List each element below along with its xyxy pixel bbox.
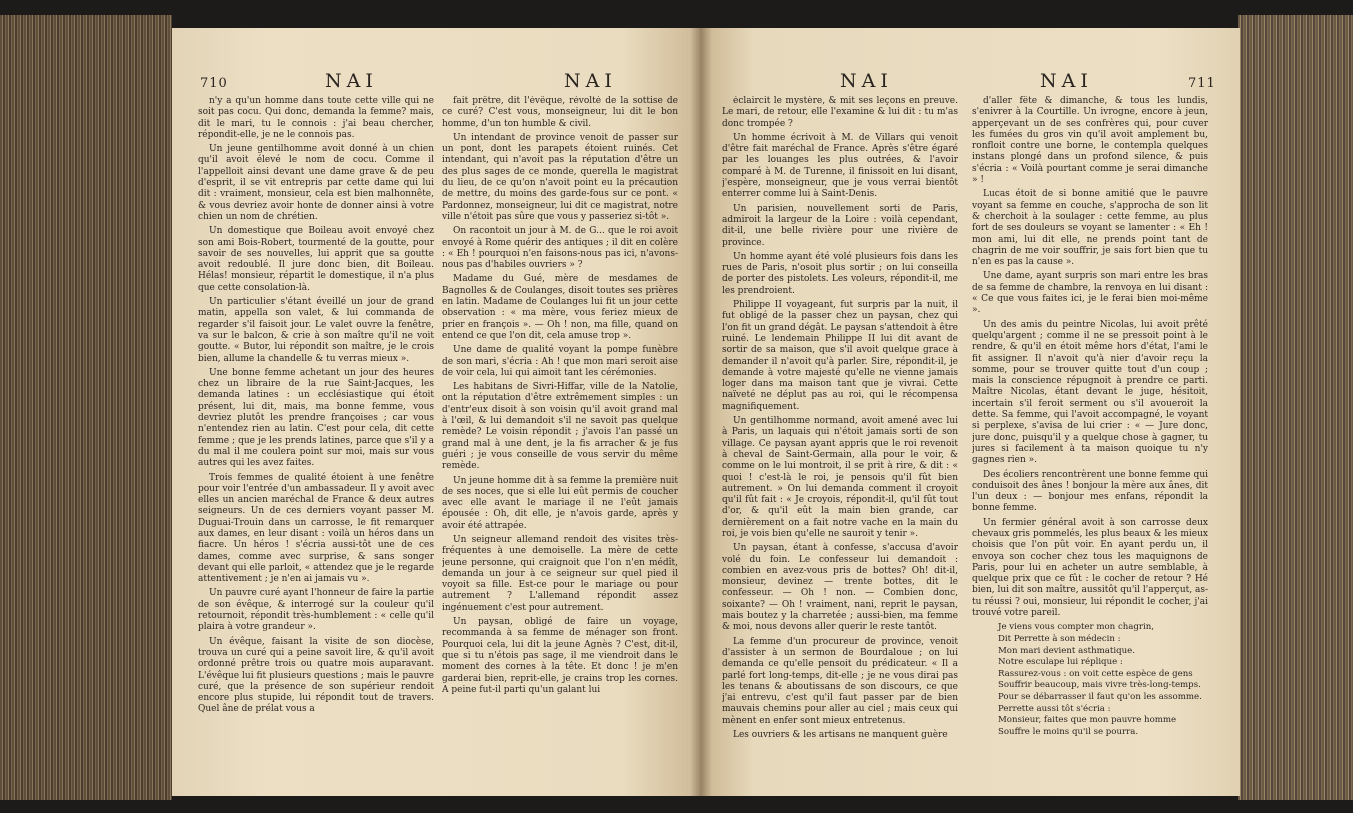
paragraph: Un particulier s'étant éveillé un jour de grand matin, appella son valet, & lui commanda de regarder s'il faisoit jour. Le valet ouvre la fenêtre, va sur le balcon, & crie à son maître qu'il ne voit goutte. « Butor, lui répondit son maître, je le crois bien, allume la chandelle & tu verras mieux ».	[198, 297, 434, 364]
paragraph: Un seigneur allemand rendoit des visites très-fréquentes à une demoiselle. La mère de cette jeune personne, qui craignoit que l'on n'en médît, demanda un jour à ce seigneur sur quel pied il voyoit sa fille. Est-ce pour le mariage ou pour autrement ? L'allemand répondit assez ingénuement c'est pour autrement.	[442, 534, 678, 613]
right-page-edges	[1238, 15, 1353, 800]
right-head-word-1: NAI	[840, 70, 893, 92]
book-gutter	[690, 28, 712, 796]
paragraph: fait prêtre, dit l'évêque, révolté de la sottise de ce curé? C'est vous, monseigneur, lui dit le bon homme, d'un ton humble & civil.	[442, 96, 678, 129]
paragraph: Un homme écrivoit à M. de Villars qui venoit d'être fait maréchal de France. Après s'être égaré par les louanges les plus outrées, & l'avoir comparé à M. de Turenne, il finissoit en lui disant, j'espère, monseigneur, que je vous verrai bientôt enterrer comme lui à Saint-Denis.	[722, 132, 958, 200]
paragraph: Les habitans de Sivri-Hiffar, ville de la Natolie, ont la réputation d'être extrêmement simples : un d'entr'eux disoit à son voisin qu'il avoit grand mal à l'œil, & lui demandoit s'il ne savoit pas quelque remède? Le voisin répondit ; j'avois l'an passé un grand mal à une dent, je la fis arracher & je fus guéri ; je vous conseille de vous servir du même remède.	[442, 382, 678, 472]
verse-block	[972, 622, 1208, 738]
paragraph: Un des amis du peintre Nicolas, lui avoit prêté quelqu'argent ; comme il ne se pressoit point à le rendre, & qu'il en étoit même hors d'état, l'ami le fit assigner. Il n'avoit qu'à nier d'avoir reçu la somme, pour se trouver quitte tout d'un coup ; mais la conscience répugnoit à prendre ce parti. Maître Nicolas, étant devant le juge, hésitoit, incertain s'il feroit serment ou s'il avoueroit la dette. Sa femme, qui l'avoit accompagné, le voyant si perplexe, s'avisa de lui crier : « — Jure donc, jure donc, puisqu'il y a quelque chose à gagner, tu jures si facilement à ta maison quoique tu n'y gagnes rien ».	[972, 319, 1208, 466]
paragraph: Un parisien, nouvellement sorti de Paris, admiroit la largeur de la Loire : voilà cependant, dit-il, une belle rivière pour une rivière de province.	[722, 203, 958, 248]
verse-line: Mon mari devient asthmatique.	[998, 645, 1135, 656]
paragraph: éclaircit le mystère, & mit ses leçons en preuve. Le mari, de retour, elle l'examine & lui dit : tu m'as donc trompée ?	[722, 96, 958, 129]
paragraph: Les ouvriers & les artisans ne manquent guère	[733, 730, 948, 741]
paragraph: Un domestique que Boileau avoit envoyé chez son ami Bois-Robert, tourmenté de la goutte, pour savoir de ses nouvelles, lui apprit que sa goutte avoit redoublé. Il jure donc bien, dit Boileau. Hélas! monsieur, répartit le domestique, il n'a plus que cette consolation-là.	[198, 226, 434, 293]
paragraph: n'y a qu'un homme dans toute cette ville qui ne soit pas cocu. Qui donc, demanda la femme? mais, dit le mari, tu le connois : j'ai beau chercher, répondit-elle, je ne le connois pas.	[198, 96, 434, 140]
left-page-number: 710	[200, 76, 228, 91]
verse-line: Rassurez-vous : on voit cette espèce de gens	[998, 668, 1193, 679]
paragraph: Un gentilhomme normand, avoit amené avec lui à Paris, un laquais qui n'étoit jamais sorti de son village. Ce paysan ayant appris que le roi revenoit à cheval de Saint-Germain, alla pour le voir, & comme on le lui montroit, il se prit à rire, & dit : « quoi ! c'est-là le roi, je pensois qu'il fût bien autrement. » On lui demanda comment il croyoit qu'il fût fait : « Je croyois, répondit-il, qu'il fût tout d'or, & qu'il eût la main bien grande, car dernièrement on a fait notre vache en la main du roi, je vois bien qu'elle ne sauroit y tenir ».	[722, 416, 958, 539]
verse-line: Pour se débarrasser il faut qu'on les assomme.	[998, 691, 1202, 702]
left-page-edges	[0, 15, 172, 800]
paragraph: Un paysan, obligé de faire un voyage, recommanda à sa femme de ménager son front. Pourquoi cela, lui dit la jeune Agnès ? C'est, dit-il, que si tu n'étois pas sage, il me viendroit dans le moment des cornes à la tête. Et donc ! je m'en garderai bien, reprit-elle, je crains trop les cornes. A peine fut-il parti qu'un galant lui	[442, 617, 678, 695]
paragraph: On racontoit un jour à M. de G... que le roi avoit envoyé à Rome quérir des antiques ; il dit en colère : « Eh ! pourquoi n'en faisons-nous pas ici, n'avons-nous pas d'habiles ouvriers » ?	[442, 226, 678, 271]
paragraph: La femme d'un procureur de province, venoit d'assister à un sermon de Bourdaloue ; on lui demanda ce qu'elle pensoit du prédicateur. « Il a parlé fort long-temps, dit-elle ; je ne vous dirai pas les tenans & aboutissans de son discours, ce que j'ai entrevu, c'est qu'il faut passer par de bien mauvais chemins pour aller au ciel ; mais ceux qui mènent en enfer sont mieux entretenus.	[722, 636, 958, 726]
verse-line: Perrette aussi tôt s'écria :	[998, 703, 1111, 714]
right-column-2	[972, 96, 1208, 786]
paragraph: Un paysan, étant à confesse, s'accusa d'avoir volé du foin. Le confesseur lui demandoit : combien en avez-vous pris de bottes? Oh! dit-il, monsieur, devinez — trente bottes, dit le confesseur. — Oh ! non. — Combien donc, soixante? — Oh ! vraiment, nani, reprit le paysan, mais boutez y la charretée ; aussi-bien, ma femme & moi, nous devons aller querir le reste tantôt.	[722, 543, 958, 633]
paragraph: Un jeune gentilhomme avoit donné à un chien qu'il avoit élevé le nom de cocu. Comme il l'appelloit ainsi devant une dame grave & de peu d'esprit, il se vit entrepris par cette dame qui lui dit : vraiment, monsieur, cela est bien malhonnête, & vous devriez avoir honte de donner ainsi à votre chien un nom de chrétien.	[198, 144, 434, 222]
right-page-number: 711	[1188, 76, 1216, 91]
paragraph: Un intendant de province venoit de passer sur un pont, dont les parapets étoient ruinés. Cet intendant, qui n'avoit pas la réputation d'être un des plus sages de ce monde, querella le magistrat du lieu, de ce qu'on n'avoit point eu la précaution de mettre, du moins des garde-fous sur ce pont. « Pardonnez, monseigneur, lui dit ce magistrat, notre ville n'étoit pas sûre que vous y passeriez si-tôt ».	[442, 132, 678, 222]
left-running-head	[172, 68, 700, 98]
verse-line: Notre esculape lui réplique :	[998, 657, 1123, 668]
paragraph: Une dame de qualité voyant la pompe funèbre de son mari, s'écria : Ah ! que mon mari seroit aise de voir cela, lui qui aimoit tant les cérémonies.	[442, 345, 678, 378]
verse-line: Dit Perrette à son médecin :	[998, 633, 1121, 644]
left-column-1	[198, 96, 434, 786]
left-page	[172, 28, 700, 796]
paragraph: Une dame, ayant surpris son mari entre les bras de sa femme de chambre, la renvoya en lui disant : « Ce que vous faites ici, je le ferai bien moi-même ».	[972, 271, 1208, 316]
verse-line: Souffrir beaucoup, mais vivre très-long-temps.	[998, 680, 1201, 691]
verse-line: Je viens vous compter mon chagrin,	[998, 622, 1155, 633]
right-head-word-2: NAI	[1040, 70, 1093, 92]
left-head-word-1: NAI	[325, 70, 378, 92]
paragraph: Lucas étoit de si bonne amitié que le pauvre voyant sa femme en couche, s'approcha de son lit & cherchoit à la soulager : cette femme, au plus fort de ses douleurs se voyant se lamenter : « Eh ! mon ami, lui dit elle, ne prends point tant de chagrin de me voir souffrir, je sais fort bien que tu n'en es pas la cause ».	[972, 189, 1208, 268]
paragraph: Un pauvre curé ayant l'honneur de faire la partie de son évêque, & interrogé sur la couleur qu'il retournoit, répondit très-humblement : « celle qu'il plaira à votre grandeur ».	[198, 588, 434, 633]
paragraph: Philippe II voyageant, fut surpris par la nuit, il fut obligé de la passer chez un paysan, chez qui l'on fit un grand dégât. Le paysan s'attendoit à être ruiné. Le lendemain Philippe II lui dit avant de sortir de sa maison, que s'il avoit quelque grace à demander il n'avoit qu'à parler. Sire, répondit-il, je demande à votre majesté qu'elle ne vienne jamais loger dans ma maison tant que je vivrai. Cette naïveté ne déplut pas au roi, qui le récompensa magnifiquement.	[722, 300, 958, 412]
paragraph: d'aller fête & dimanche, & tous les lundis, s'enivrer à la Courtille. Un ivrogne, encore à jeun, apperçevant un de ses confrères qui, pour cuver les fumées du gros vin qu'il avoit amplement bu, ronfloit contre une borne, le contempla quelques instans plongé dans un profond silence, & puis s'écria : « Voilà pourtant comme je serai dimanche » !	[972, 96, 1208, 186]
paragraph: Des écoliers rencontrèrent une bonne femme qui conduisoit des ânes ! bonjour la mère aux ânes, dit l'un deux : — bonjour mes enfans, répondit la bonne femme.	[972, 469, 1208, 514]
paragraph: Madame du Gué, mère de mesdames de Bagnolles & de Coulanges, disoit toutes ses prières en latin. Madame de Coulanges lui fit un jour cette observation : « ma mère, vous feriez mieux de prier en françois ». — Oh ! non, ma fille, quand on entend ce que l'on dit, cela amuse trop ».	[442, 274, 678, 341]
right-page	[700, 28, 1240, 796]
paragraph: Un fermier général avoit à son carrosse deux chevaux gris pommelés, les plus beaux & les mieux choisis que l'on pût voir. En ayant perdu un, il envoya son cocher chez tous les maquignons de Paris, pour lui en acheter un autre semblable, à quelque prix que ce fût : le cocher de retour ? Hé bien, lui dit son maître, aussitôt qu'il l'apperçut, as-tu réussi ? oui, monsieur, lui répondit le cocher, j'ai trouvé votre pareil.	[972, 517, 1208, 619]
right-column-1	[722, 96, 958, 786]
right-running-head	[700, 68, 1240, 98]
paragraph: Trois femmes de qualité étoient à une fenêtre pour voir l'entrée d'un ambassadeur. Il y avoit avec elles un ancien maréchal de France & deux autres seigneurs. Un de ces derniers voyant passer M. Duguai-Trouin dans un carrosse, le fit remarquer aux dames, en leur disant : voilà un héros dans un fiacre. Un héros ! s'écria aussi-tôt une de ces dames, comme avec surprise, & sans songer devant qui elle parloit, « attendez que je le regarde attentivement ; je n'en ai jamais vu ».	[198, 472, 434, 585]
paragraph: Une bonne femme achetant un jour des heures chez un libraire de la rue Saint-Jacques, les demanda latines : un ecclésiastique qui étoit présent, lui dit, mais, ma bonne femme, vous devriez plutôt les prendre françoises ; car vous n'entendez rien au latin. C'est pour cela, dit cette femme ; que je les prends latines, parce que s'il y a du mal il me coulera point sur moi, mais sur vous autres qui les avez faites.	[198, 367, 434, 469]
verse-line: Souffre le moins qu'il se pourra.	[998, 726, 1139, 737]
paragraph: Un homme ayant été volé plusieurs fois dans les rues de Paris, n'osoit plus sortir ; on lui conseilla de porter des pistolets. Les voleurs, répondit-il, me les prendroient.	[722, 251, 958, 296]
left-head-word-2: NAI	[564, 70, 617, 92]
verse-line: Monsieur, faites que mon pauvre homme	[998, 715, 1177, 726]
paragraph: Un jeune homme dit à sa femme la première nuit de ses noces, que si elle lui eût permis de coucher avec elle avant le mariage il ne l'eût jamais épousée : Oh, dit elle, je n'avois garde, après y avoir été attrapée.	[442, 475, 678, 531]
left-column-2	[442, 96, 678, 786]
paragraph: Un évêque, faisant la visite de son diocèse, trouva un curé qui a peine savoit lire, & qu'il avoit ordonné prêtre trois ou quatre mois auparavant. L'évêque lui fit plusieurs questions ; mais le pauvre curé, que la présence de son supérieur rendoit encore plus stupide, lui répondit tout de travers. Quel âne de prélat vous a	[198, 636, 434, 715]
